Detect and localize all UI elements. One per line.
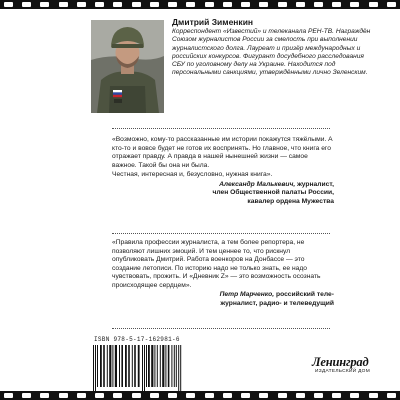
barcode-bar xyxy=(180,345,181,391)
barcode-bar xyxy=(125,345,127,387)
film-sprocket-hole xyxy=(205,2,214,7)
film-sprocket-hole xyxy=(278,393,287,398)
film-sprocket-hole xyxy=(186,393,195,398)
film-sprocket-hole xyxy=(223,393,232,398)
author-photo xyxy=(91,20,164,113)
film-sprocket-hole xyxy=(223,2,232,7)
film-sprocket-hole xyxy=(132,2,141,7)
film-sprocket-hole xyxy=(40,2,49,7)
barcode-bar xyxy=(154,345,155,387)
film-sprocket-hole xyxy=(4,2,13,7)
barcode-bar xyxy=(148,345,150,387)
film-sprocket-hole xyxy=(314,393,323,398)
film-sprocket-hole xyxy=(350,2,359,7)
film-sprocket-hole xyxy=(387,2,396,7)
film-sprocket-hole xyxy=(40,393,49,398)
barcode-bar xyxy=(144,345,145,391)
barcode-bar xyxy=(107,345,108,387)
film-sprocket-hole xyxy=(314,2,323,7)
film-sprocket-hole xyxy=(77,393,86,398)
divider-dotted xyxy=(112,128,330,129)
quote-author-role: российский теле- xyxy=(276,291,334,298)
quote-signature xyxy=(112,181,334,207)
film-sprocket-hole xyxy=(150,2,159,7)
quote-author-role: член Общественной палаты России, xyxy=(212,189,334,196)
publisher-name: Ленинград xyxy=(312,355,369,369)
film-sprocket-hole xyxy=(205,393,214,398)
film-sprocket-hole xyxy=(77,2,86,7)
barcode-bar xyxy=(168,345,170,387)
film-sprocket-hole xyxy=(241,393,250,398)
film-sprocket-hole xyxy=(59,393,68,398)
film-sprocket-hole xyxy=(387,393,396,398)
film-sprocket-hole xyxy=(259,393,268,398)
quote-author-name: Петр Марченко, xyxy=(219,291,275,298)
barcode-bar xyxy=(162,345,164,387)
film-strip-top-border xyxy=(0,0,400,9)
divider-dotted xyxy=(112,233,330,234)
barcode-bar xyxy=(138,345,140,387)
film-sprocket-hole xyxy=(113,2,122,7)
barcode-bar xyxy=(109,345,111,387)
author-name: Дмитрий Зименкин xyxy=(172,17,254,27)
film-sprocket-hole xyxy=(186,2,195,7)
barcode-bar xyxy=(93,345,94,391)
barcode-bar xyxy=(97,345,98,387)
film-sprocket-hole xyxy=(168,2,177,7)
film-sprocket-hole xyxy=(369,393,378,398)
film-sprocket-hole xyxy=(113,393,122,398)
film-sprocket-hole xyxy=(259,2,268,7)
film-strip-bottom-border xyxy=(0,391,400,400)
film-sprocket-hole xyxy=(4,393,13,398)
barcode-bar xyxy=(174,345,175,387)
quote-author-name: Александр Малькевич, xyxy=(219,180,296,188)
barcode-image xyxy=(91,345,207,391)
film-sprocket-hole xyxy=(278,2,287,7)
barcode-bar xyxy=(119,345,120,387)
barcode-bar xyxy=(160,345,161,387)
barcode-bar xyxy=(100,345,102,387)
review-quote-1 xyxy=(112,136,334,206)
barcode-bar xyxy=(95,345,96,391)
quote-paragraph: «Возможно, кому-то рассказанные им истории покажутся тяжёлыми. А кто-то и вовсе будет не готов их воспринять. Но главное, что книга его отражает правду. А правда в нашей нынешней жизни — самое важное. Такой бы она ни была. xyxy=(112,136,333,169)
film-sprocket-hole xyxy=(59,2,68,7)
film-sprocket-hole xyxy=(296,2,305,7)
barcode-bar xyxy=(115,345,117,387)
publisher-logo xyxy=(312,356,382,384)
quote-paragraph: «Правила профессии журналиста, а тем более репортера, не позволяют лишних эмоций. И тем ценнее то, что рискнул опубликовать Дмитрий. Работа военкоров на Донбассе — это создание летописи. По историю надо не только знать, ее надо чувствовать, прожить. И «Дневник Z» — это возможность осознать происходящее сердцем». xyxy=(112,239,321,289)
film-sprocket-hole xyxy=(168,393,177,398)
barcode-bar xyxy=(146,345,147,387)
barcode-bar xyxy=(103,345,105,387)
film-sprocket-hole xyxy=(150,393,159,398)
quote-signature xyxy=(112,291,334,308)
film-sprocket-hole xyxy=(22,393,31,398)
author-bio-block xyxy=(172,17,377,78)
quote-author-role: журналист, радио- и телеведущий xyxy=(220,299,334,307)
author-photo-image xyxy=(91,20,164,113)
barcode-bar xyxy=(112,345,113,387)
film-sprocket-hole xyxy=(350,393,359,398)
quote-author-role: кавалер ордена Мужества xyxy=(247,197,334,205)
barcode-bar xyxy=(171,345,172,387)
film-sprocket-hole xyxy=(95,393,104,398)
barcode-bar xyxy=(134,345,136,387)
isbn-number: ISBN 978-5-17-162981-6 xyxy=(94,336,180,343)
barcode-bar xyxy=(132,345,133,387)
quote-author-role: журналист, xyxy=(297,180,334,188)
quote-paragraph: Честная, интересная и, безусловно, нужная книга». xyxy=(112,171,273,178)
barcode-bar xyxy=(151,345,153,387)
film-sprocket-hole xyxy=(95,2,104,7)
film-sprocket-hole xyxy=(369,2,378,7)
film-sprocket-hole xyxy=(241,2,250,7)
barcode-bar xyxy=(128,345,130,387)
barcode-bar xyxy=(165,345,166,387)
film-sprocket-hole xyxy=(296,393,305,398)
film-sprocket-hole xyxy=(132,393,141,398)
author-bio-text: Корреспондент «Известий» и телеканала РЕН-ТВ. Награждён Союзом журналистов России за смелость при выполнении журналистского долга. Лауреат и призёр международных и российских конкурсов. Фигурант досудебного расследования СБУ по уголовному делу на Украине. Находится под персональными санкциями, утверждёнными лично Зеленским. xyxy=(172,28,371,77)
barcode-bar xyxy=(176,345,177,387)
film-sprocket-hole xyxy=(332,393,341,398)
publisher-subtitle: ИЗДАТЕЛЬСКИЙ ДОМ xyxy=(315,369,371,374)
film-sprocket-hole xyxy=(22,2,31,7)
film-sprocket-hole xyxy=(332,2,341,7)
review-quote-2 xyxy=(112,239,334,308)
barcode-bar xyxy=(157,345,158,387)
barcode-bar xyxy=(178,345,179,391)
barcode-bar xyxy=(142,345,143,391)
barcode-block xyxy=(91,336,211,398)
barcode-bar xyxy=(121,345,123,387)
divider-dotted xyxy=(112,328,330,329)
